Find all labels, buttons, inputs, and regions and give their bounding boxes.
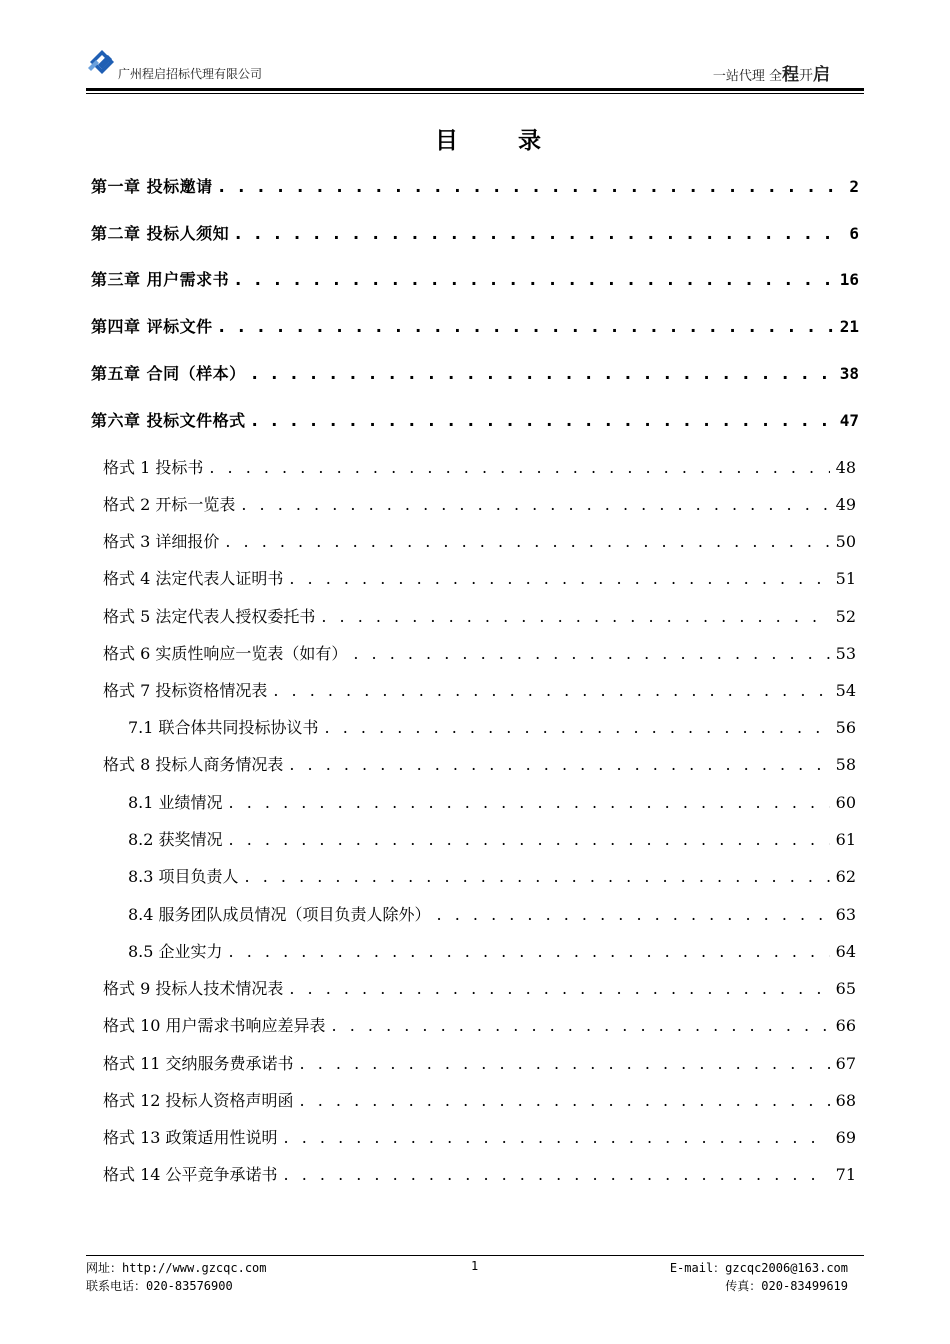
toc-page-number: 38	[839, 364, 859, 383]
toc-page-number: 62	[835, 867, 856, 886]
toc-entry-label: 8.3 项目负责人	[128, 867, 239, 886]
company-logo-icon	[86, 46, 118, 78]
dot-leader	[325, 718, 830, 737]
toc-page-number: 71	[835, 1165, 856, 1184]
toc-format-1[interactable]	[103, 455, 856, 478]
toc-format-9[interactable]	[103, 976, 856, 999]
dot-leader	[273, 681, 829, 700]
toc-entry-label: 8.4 服务团队成员情况（项目负责人除外）	[128, 905, 431, 924]
toc-page-number: 64	[835, 942, 856, 961]
dot-leader	[252, 364, 834, 383]
toc-entry-label: 格式 5 法定代表人授权委托书	[103, 607, 316, 626]
dot-leader	[284, 1128, 830, 1147]
dot-leader	[284, 1165, 830, 1184]
toc-entry-label: 格式 6 实质性响应一览表（如有）	[103, 644, 348, 663]
dot-leader	[241, 495, 829, 514]
toc-page-number: 16	[839, 270, 859, 289]
footer-page-number: 1	[471, 1259, 479, 1273]
toc-page-number: 67	[835, 1054, 856, 1073]
dot-leader	[321, 607, 829, 626]
toc-chapter-4[interactable]	[91, 314, 859, 337]
toc-entry-label: 第二章 投标人须知	[91, 224, 230, 243]
toc-page-number: 2	[849, 177, 859, 196]
toc-page-number: 56	[835, 718, 856, 737]
toc-format-14[interactable]	[103, 1162, 856, 1185]
dot-leader	[219, 317, 834, 336]
toc-page-number: 6	[849, 224, 859, 243]
toc-entry-label: 8.2 获奖情况	[128, 830, 223, 849]
footer-phone: 联系电话：020-83576900	[86, 1279, 233, 1293]
dot-leader	[300, 1091, 830, 1110]
toc-entry-label: 格式 11 交纳服务费承诺书	[103, 1054, 294, 1073]
toc-format-12[interactable]	[103, 1088, 856, 1111]
footer-website: 网址：http://www.gzcqc.com	[86, 1261, 267, 1275]
toc-entry-label: 格式 3 详细报价	[103, 532, 220, 551]
toc-subitem-7-1[interactable]	[128, 715, 856, 738]
dot-leader	[353, 644, 829, 663]
toc-page-number: 61	[835, 830, 856, 849]
toc-format-3[interactable]	[103, 529, 856, 552]
toc-page-number: 66	[835, 1016, 856, 1035]
toc-entry-label: 7.1 联合体共同投标协议书	[128, 718, 319, 737]
toc-page-number: 58	[835, 755, 856, 774]
toc-page-number: 60	[835, 793, 856, 812]
toc-page-number: 68	[835, 1091, 856, 1110]
company-name: 广州程启招标代理有限公司	[118, 67, 263, 81]
toc-page-number: 65	[835, 979, 856, 998]
toc-page-number: 52	[835, 607, 856, 626]
toc-chapter-6[interactable]	[91, 408, 859, 431]
dot-leader	[289, 755, 829, 774]
toc-page-number: 53	[835, 644, 856, 663]
toc-page-number: 47	[839, 411, 859, 430]
toc-format-7[interactable]	[103, 678, 856, 701]
toc-format-5[interactable]	[103, 604, 856, 627]
toc-subitem-8-5[interactable]	[128, 939, 856, 962]
dot-leader	[219, 177, 844, 196]
dot-leader	[225, 532, 829, 551]
toc-entry-label: 第六章 投标文件格式	[91, 411, 246, 430]
toc-entry-label: 第五章 合同（样本）	[91, 364, 246, 383]
toc-entry-label: 格式 4 法定代表人证明书	[103, 569, 284, 588]
toc-subitem-8-3[interactable]	[128, 864, 856, 887]
toc-entry-label: 第四章 评标文件	[91, 317, 213, 336]
toc-format-11[interactable]	[103, 1051, 856, 1074]
dot-leader	[289, 979, 829, 998]
toc-format-10[interactable]	[103, 1013, 856, 1036]
dot-leader	[332, 1016, 830, 1035]
toc-subitem-8-2[interactable]	[128, 827, 856, 850]
header-slogan	[713, 60, 830, 85]
toc-entry-label: 格式 14 公平竞争承诺书	[103, 1165, 278, 1184]
header-rule-thin	[86, 93, 864, 94]
toc-page-number: 49	[835, 495, 856, 514]
header-rule-thick	[86, 88, 864, 91]
dot-leader	[229, 793, 830, 812]
dot-leader	[209, 458, 829, 477]
footer-rule	[86, 1255, 864, 1256]
toc-chapter-5[interactable]	[91, 361, 859, 384]
toc-page-number: 21	[839, 317, 859, 336]
toc-entry-label: 格式 1 投标书	[103, 458, 204, 477]
toc-subitem-8-1[interactable]	[128, 790, 856, 813]
toc-format-6[interactable]	[103, 641, 856, 664]
toc-entry-label: 格式 7 投标资格情况表	[103, 681, 268, 700]
toc-entry-label: 第三章 用户需求书	[91, 270, 230, 289]
dot-leader	[437, 905, 830, 924]
dot-leader	[235, 224, 843, 243]
dot-leader	[252, 411, 834, 430]
slogan-part3: 开	[799, 68, 813, 84]
toc-page-number: 51	[835, 569, 856, 588]
toc-title: 目 录	[434, 128, 567, 154]
toc-entry-label: 8.5 企业实力	[128, 942, 223, 961]
slogan-part2: 程	[782, 65, 799, 85]
footer-email: E-mail：gzcqc2006@163.com	[669, 1261, 848, 1275]
toc-entry-label: 格式 10 用户需求书响应差异表	[103, 1016, 326, 1035]
dot-leader	[245, 867, 830, 886]
toc-page-number: 48	[835, 458, 856, 477]
toc-entry-label: 格式 8 投标人商务情况表	[103, 755, 284, 774]
toc-chapter-1[interactable]	[91, 174, 859, 197]
dot-leader	[229, 942, 830, 961]
toc-page-number: 63	[835, 905, 856, 924]
toc-format-8[interactable]	[103, 752, 856, 775]
toc-entry-label: 第一章 投标邀请	[91, 177, 213, 196]
toc-entry-label: 格式 9 投标人技术情况表	[103, 979, 284, 998]
page-header	[86, 38, 864, 94]
dot-leader	[235, 270, 834, 289]
toc-subitem-8-4[interactable]	[128, 902, 856, 925]
footer-fax: 传真：020-83499619	[725, 1279, 848, 1293]
toc-chapter-3[interactable]	[91, 267, 859, 290]
toc-page-number: 69	[835, 1128, 856, 1147]
dot-leader	[289, 569, 829, 588]
toc-entry-label: 8.1 业绩情况	[128, 793, 223, 812]
toc-entry-label: 格式 2 开标一览表	[103, 495, 236, 514]
toc-page-number: 50	[835, 532, 856, 551]
toc-format-2[interactable]	[103, 492, 856, 515]
toc-page-number: 54	[835, 681, 856, 700]
toc-chapter-2[interactable]	[91, 221, 859, 244]
toc-format-13[interactable]	[103, 1125, 856, 1148]
slogan-part4: 启	[813, 65, 830, 85]
toc-format-4[interactable]	[103, 566, 856, 589]
toc-entry-label: 格式 13 政策适用性说明	[103, 1128, 278, 1147]
dot-leader	[229, 830, 830, 849]
dot-leader	[300, 1054, 830, 1073]
toc-entry-label: 格式 12 投标人资格声明函	[103, 1091, 294, 1110]
slogan-part1: 一站代理 全	[712, 69, 782, 84]
